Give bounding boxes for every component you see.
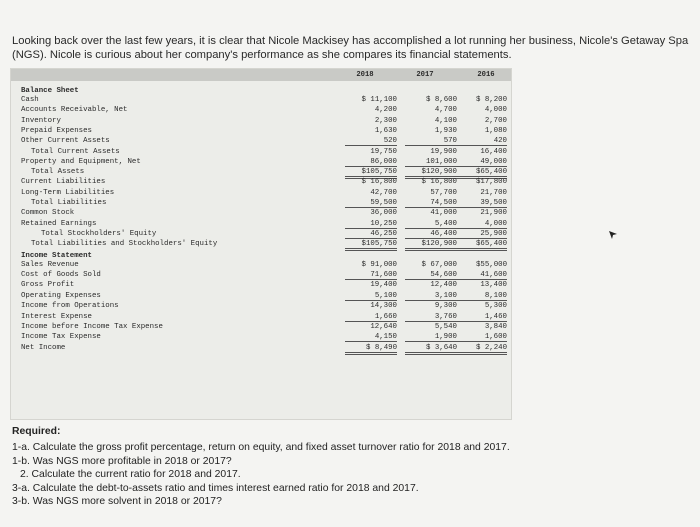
required-item-3b: 3-b. Was NGS more solvent in 2018 or 2017? xyxy=(12,496,222,508)
cell-v2016: 39,500 xyxy=(455,199,507,208)
cell-v2018: 59,500 xyxy=(345,199,397,208)
table-row xyxy=(11,117,511,127)
cell-v2016: $65,400 xyxy=(455,240,507,251)
row-label: Total Liabilities and Stockholders' Equity xyxy=(31,240,218,249)
cell-v2017: 5,540 xyxy=(434,322,457,331)
year-header-2018: 2018 xyxy=(356,71,374,79)
row-label: Property and Equipment, Net xyxy=(21,157,141,166)
cell-v2017: 54,600 xyxy=(405,271,457,280)
table-row xyxy=(11,313,511,323)
cell-v2016: 1,600 xyxy=(455,333,507,342)
cell-v2016: 420 xyxy=(455,137,507,146)
cell-v2018: 14,300 xyxy=(370,302,397,311)
row-label: Inventory xyxy=(21,116,61,125)
cell-v2017: 41,000 xyxy=(430,209,457,218)
cell-v2016: 49,000 xyxy=(455,158,507,167)
cell-v2016: 13,400 xyxy=(480,281,507,290)
row-label: Interest Expense xyxy=(21,312,92,321)
required-section xyxy=(12,425,692,508)
row-label: Total Liabilities xyxy=(31,199,107,207)
cell-v2017: $120,900 xyxy=(405,168,457,179)
cell-v2018: $ 8,490 xyxy=(345,344,397,355)
cell-v2018: 1,660 xyxy=(345,313,397,322)
cell-v2016: 1,460 xyxy=(455,313,507,322)
cell-v2016: 16,400 xyxy=(480,147,507,156)
row-label: Current Liabilities xyxy=(21,178,106,187)
table-row xyxy=(11,189,511,199)
cell-v2016: 41,600 xyxy=(455,271,507,280)
row-label: Income Tax Expense xyxy=(21,333,101,342)
cell-v2017: 46,400 xyxy=(405,230,457,239)
cell-v2018: 4,150 xyxy=(345,333,397,342)
required-item-1a: 1-a. Calculate the gross profit percentage, return on equity, and fixed asset turnover ratio for 2018 and 2017. xyxy=(12,442,510,454)
cell-v2018: $ 11,100 xyxy=(361,96,397,104)
cell-v2017: 1,930 xyxy=(434,126,457,135)
cell-v2018: 5,100 xyxy=(345,292,397,301)
cell-v2017: 1,900 xyxy=(405,333,457,342)
table-row xyxy=(11,333,511,343)
table-row xyxy=(11,323,511,333)
row-label: Cost of Goods Sold xyxy=(21,270,101,279)
cell-v2016: 1,080 xyxy=(484,126,507,135)
cell-v2016: 2,700 xyxy=(484,116,507,125)
mouse-cursor-icon xyxy=(608,230,618,240)
cell-v2018: 19,400 xyxy=(370,281,397,290)
required-item-3a: 3-a. Calculate the debt-to-assets ratio and times interest earned ratio for 2018 and 2017. xyxy=(12,482,419,494)
table-row xyxy=(11,240,511,250)
year-header-row xyxy=(11,69,511,81)
cell-v2018: 71,600 xyxy=(345,271,397,280)
row-label: Accounts Receivable, Net xyxy=(21,106,128,115)
cell-v2017: 19,900 xyxy=(430,147,457,156)
required-title: Required: xyxy=(12,426,61,437)
table-row xyxy=(11,209,511,219)
cell-v2016: $55,000 xyxy=(475,260,507,269)
cell-v2018: 10,250 xyxy=(345,220,397,229)
table-row xyxy=(11,281,511,291)
cell-v2018: 2,300 xyxy=(374,116,397,125)
cell-v2018: 46,250 xyxy=(345,230,397,239)
cell-v2016: 4,000 xyxy=(455,220,507,229)
table-row xyxy=(11,158,511,168)
cell-v2017: 3,100 xyxy=(405,292,457,301)
cell-v2017: $ 16,800 xyxy=(421,178,457,187)
cell-v2018: 36,000 xyxy=(370,209,397,218)
table-row xyxy=(11,178,511,188)
cell-v2018: $105,750 xyxy=(345,240,397,251)
table-row xyxy=(11,199,511,209)
cell-v2016: $65,400 xyxy=(455,168,507,179)
cell-v2017: 4,700 xyxy=(434,106,457,115)
cell-v2018: $ 91,000 xyxy=(361,260,397,269)
table-row xyxy=(11,261,511,271)
cell-v2017: 101,000 xyxy=(405,158,457,167)
cell-v2017: 570 xyxy=(405,137,457,146)
cell-v2017: 9,300 xyxy=(434,302,457,311)
cell-v2016: 3,840 xyxy=(484,322,507,331)
cell-v2017: $ 67,000 xyxy=(421,260,457,269)
row-label: Income Statement xyxy=(21,251,92,260)
cell-v2016: 25,900 xyxy=(455,230,507,239)
required-item-2: 2. Calculate the current ratio for 2018 and 2017. xyxy=(20,469,241,481)
table-row xyxy=(11,106,511,116)
table-row xyxy=(11,220,511,230)
financial-statements-table xyxy=(10,68,512,420)
cell-v2016: $ 8,200 xyxy=(475,96,507,104)
table-row xyxy=(11,96,511,106)
cell-v2016: 4,000 xyxy=(484,106,507,115)
row-label: Balance Sheet xyxy=(21,87,79,95)
table-row xyxy=(11,271,511,281)
cell-v2018: 520 xyxy=(345,137,397,146)
cell-v2018: 4,200 xyxy=(374,106,397,115)
cell-v2016: 21,900 xyxy=(480,209,507,218)
required-item-1b: 1-b. Was NGS more profitable in 2018 or 2017? xyxy=(12,455,232,467)
row-label: Sales Revenue xyxy=(21,260,79,269)
cell-v2016: 5,300 xyxy=(484,302,507,311)
cell-v2017: $120,900 xyxy=(405,240,457,251)
row-label: Other Current Assets xyxy=(21,137,110,146)
row-label: Net Income xyxy=(21,343,66,352)
cell-v2018: 1,630 xyxy=(374,126,397,135)
cell-v2016: $ 2,240 xyxy=(455,344,507,355)
cell-v2017: 12,400 xyxy=(430,281,457,290)
row-label: Income from Operations xyxy=(21,302,119,311)
cell-v2016: $17,800 xyxy=(475,178,507,187)
cell-v2018: 12,640 xyxy=(370,322,397,331)
cell-v2016: 21,700 xyxy=(480,188,507,197)
table-row xyxy=(11,230,511,240)
intro-paragraph: Looking back over the last few years, it is clear that Nicole Mackisey has accomplished a lot running her business, Nicole's Getaway Spa (NGS). Nicole is curious about her company's performance as she compares its financial statements. xyxy=(12,35,689,61)
cell-v2017: $ 8,600 xyxy=(425,96,457,104)
row-label: Gross Profit xyxy=(21,281,75,290)
table-row xyxy=(11,137,511,147)
cell-v2017: 3,760 xyxy=(405,313,457,322)
cell-v2017: $ 3,640 xyxy=(405,344,457,355)
cell-v2018: $105,750 xyxy=(345,168,397,179)
year-header-2017: 2017 xyxy=(416,71,434,79)
cell-v2017: 74,500 xyxy=(405,199,457,208)
row-label: Operating Expenses xyxy=(21,291,101,300)
row-label: Retained Earnings xyxy=(21,219,97,228)
row-label: Income before Income Tax Expense xyxy=(21,322,163,331)
cell-v2017: 57,700 xyxy=(430,188,457,197)
row-label: Common Stock xyxy=(21,209,75,218)
cell-v2018: $ 16,800 xyxy=(361,178,397,187)
row-label: Prepaid Expenses xyxy=(21,126,92,135)
table-row xyxy=(11,168,511,178)
cell-v2018: 19,750 xyxy=(370,147,397,156)
table-row xyxy=(11,127,511,137)
cell-v2017: 4,100 xyxy=(434,116,457,125)
table-row xyxy=(11,148,511,158)
cell-v2017: 5,400 xyxy=(405,220,457,229)
cell-v2018: 42,700 xyxy=(370,188,397,197)
row-label: Total Stockholders' Equity xyxy=(41,229,157,238)
row-label: Long-Term Liabilities xyxy=(21,188,115,197)
cell-v2016: 8,100 xyxy=(455,292,507,301)
table-row xyxy=(11,292,511,302)
row-label: Total Assets xyxy=(31,168,85,177)
table-row xyxy=(11,344,511,354)
row-label: Total Current Assets xyxy=(31,147,120,156)
row-label: Cash xyxy=(21,96,39,104)
year-header-2016: 2016 xyxy=(477,71,495,79)
cell-v2018: 86,000 xyxy=(345,158,397,167)
table-row xyxy=(11,302,511,312)
